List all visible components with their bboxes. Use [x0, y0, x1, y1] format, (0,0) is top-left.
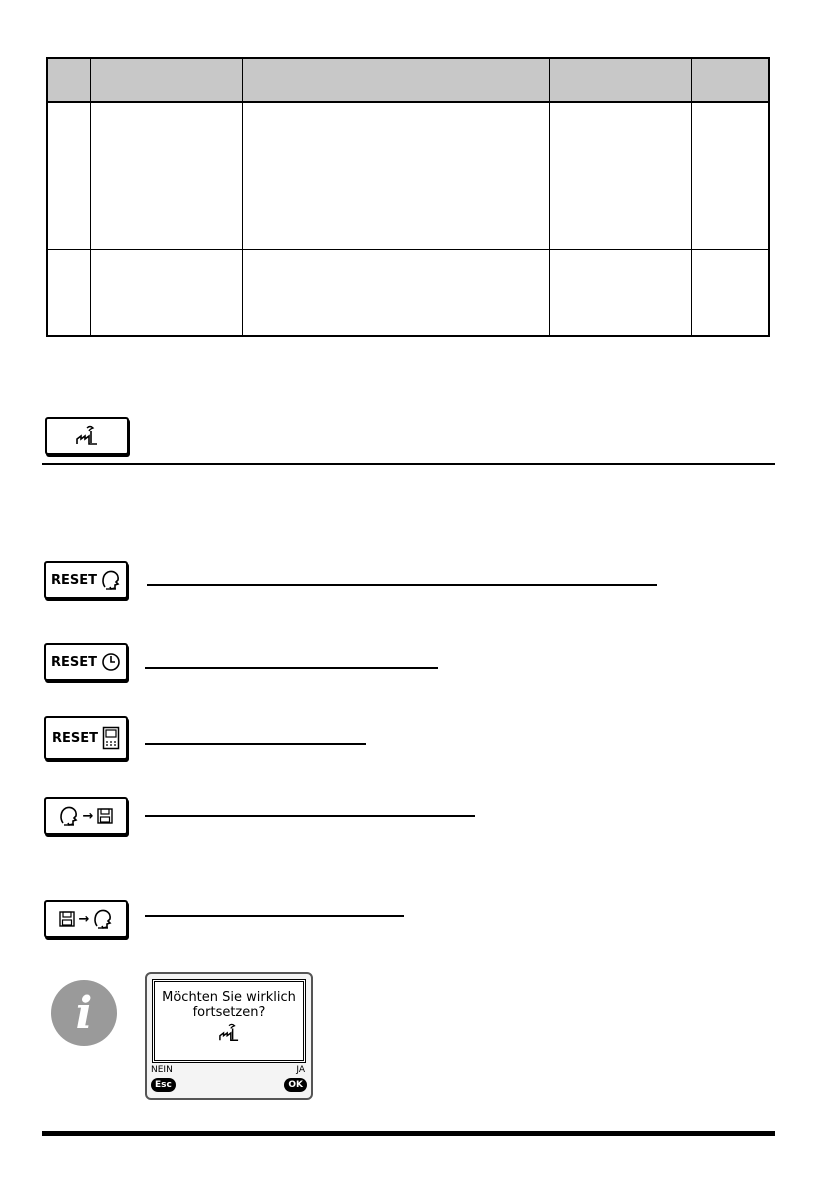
esc-button[interactable]: Esc [151, 1078, 176, 1092]
device-screen [145, 972, 313, 1100]
column-divider [691, 59, 692, 335]
no-label: NEIN [151, 1065, 173, 1075]
entry-underline [145, 667, 438, 669]
save-icon [97, 808, 113, 824]
column-divider [242, 59, 243, 335]
column-divider [549, 59, 550, 335]
footer-rule [42, 1131, 775, 1136]
table-header-row [48, 59, 768, 103]
factory-settings-key[interactable] [45, 417, 129, 455]
user-profile-icon [59, 805, 79, 827]
entry-underline [145, 743, 366, 745]
info-icon: i [51, 980, 117, 1046]
yes-label: JA [296, 1065, 305, 1075]
arrow-icon: → [78, 911, 90, 927]
dialog-line-2: fortsetzen? [192, 1005, 266, 1020]
user-profile-icon [93, 908, 113, 930]
dialog-line-1: Möchten Sie wirklich [162, 990, 296, 1005]
arrow-icon: → [82, 808, 94, 824]
confirm-dialog [152, 979, 306, 1063]
column-divider [90, 59, 91, 335]
clock-icon [101, 652, 121, 672]
ok-button[interactable]: OK [284, 1078, 307, 1092]
reset-label: RESET [51, 730, 98, 746]
user-profile-icon [101, 569, 121, 591]
row-divider [48, 249, 768, 250]
reset-label: RESET [50, 654, 97, 670]
reset-display-key[interactable] [44, 716, 128, 760]
entry-underline [145, 815, 475, 817]
section-divider [42, 463, 775, 465]
reset-profile-key[interactable] [44, 561, 128, 599]
data-table [46, 57, 770, 337]
entry-underline [145, 915, 404, 917]
reset-label: RESET [50, 572, 97, 588]
entry-underline [147, 584, 657, 586]
factory-icon [75, 425, 99, 447]
save-icon [59, 911, 75, 927]
load-profile-key[interactable] [44, 900, 128, 938]
factory-icon [218, 1023, 240, 1043]
display-icon [102, 726, 120, 750]
reset-time-key[interactable] [44, 643, 128, 681]
save-profile-key[interactable] [44, 797, 128, 835]
